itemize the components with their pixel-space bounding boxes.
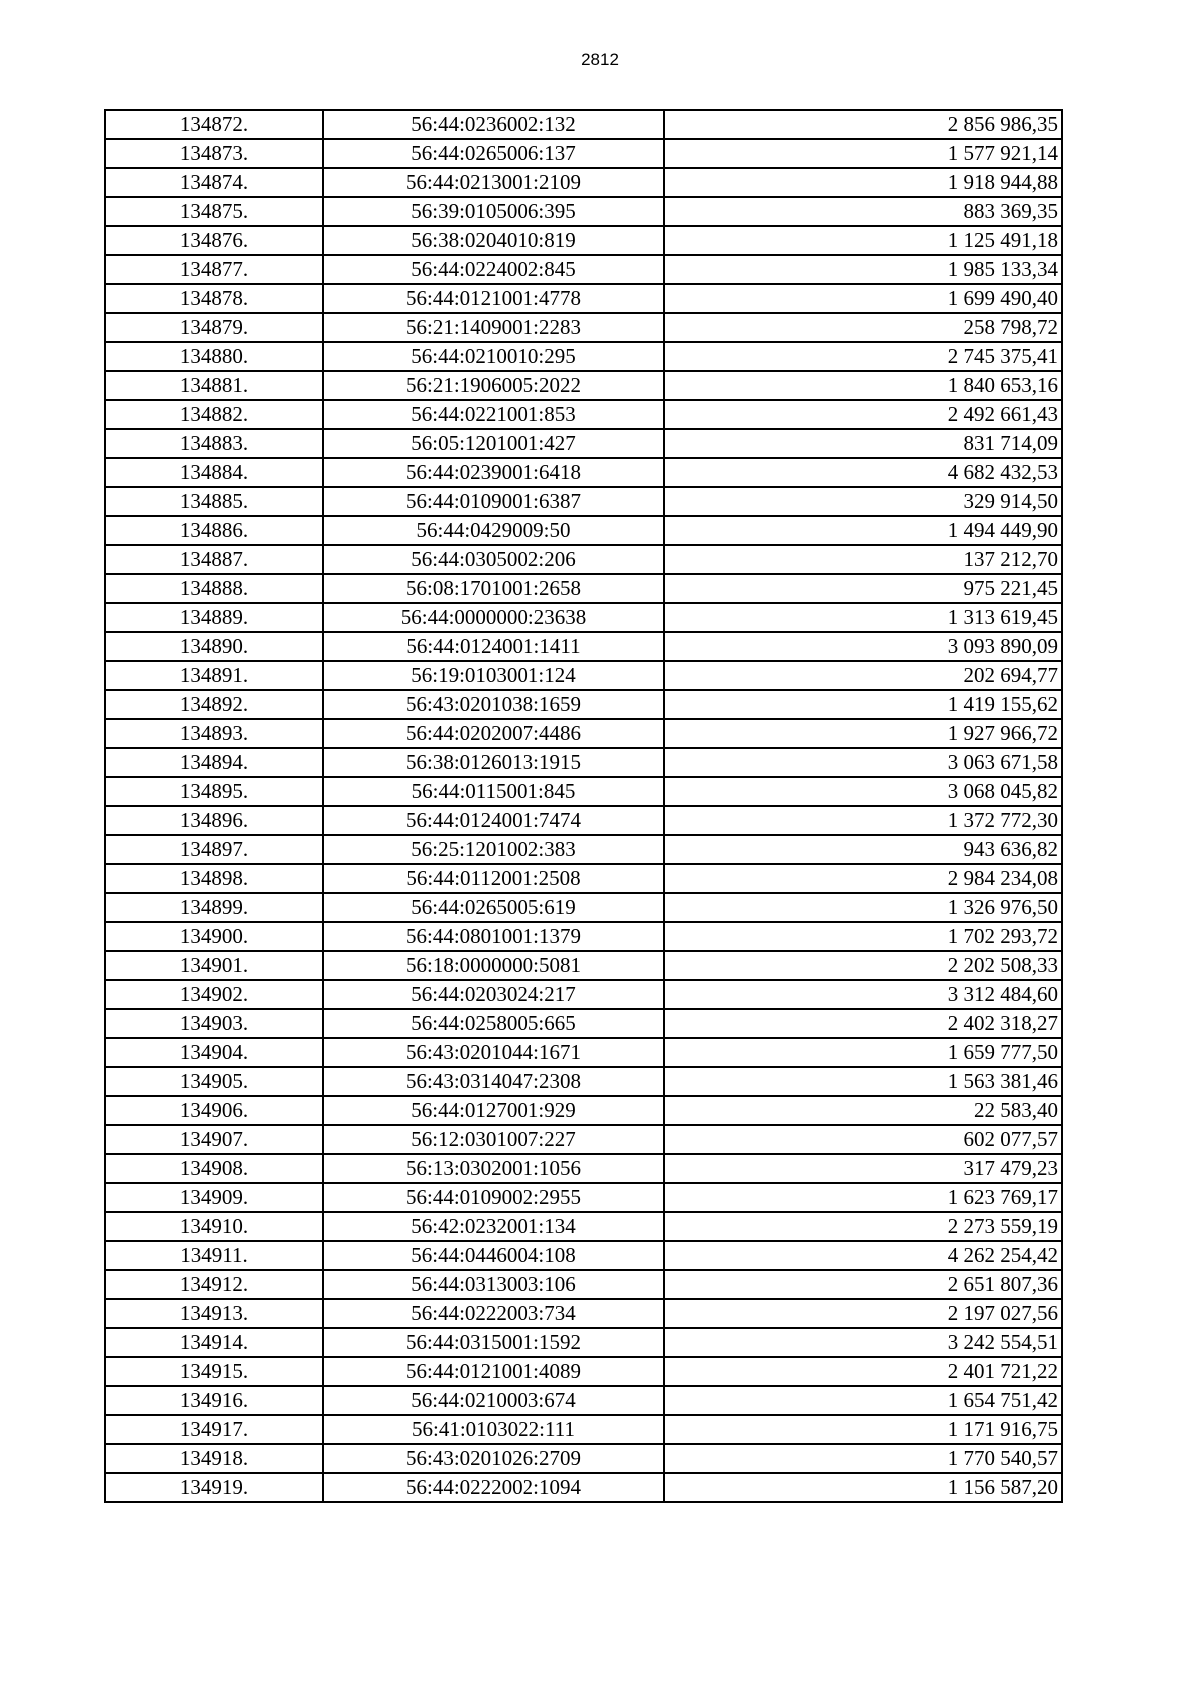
cadastral-number-cell: 56:41:0103022:111 [323, 1415, 664, 1444]
row-number-cell: 134882. [105, 400, 323, 429]
table-row [105, 574, 1062, 603]
cadastral-value-cell: 2 984 234,08 [664, 864, 1062, 893]
cadastral-number-cell: 56:43:0314047:2308 [323, 1067, 664, 1096]
cadastral-value-cell: 2 273 559,19 [664, 1212, 1062, 1241]
row-number-cell: 134908. [105, 1154, 323, 1183]
table-row [105, 371, 1062, 400]
cadastral-value-cell: 1 702 293,72 [664, 922, 1062, 951]
row-number-cell: 134897. [105, 835, 323, 864]
table-row [105, 1357, 1062, 1386]
row-number-cell: 134886. [105, 516, 323, 545]
row-number-cell: 134883. [105, 429, 323, 458]
cadastral-number-cell: 56:44:0112001:2508 [323, 864, 664, 893]
row-number-cell: 134890. [105, 632, 323, 661]
cadastral-value-cell: 1 659 777,50 [664, 1038, 1062, 1067]
table-row [105, 603, 1062, 632]
row-number-cell: 134914. [105, 1328, 323, 1357]
table-row [105, 1096, 1062, 1125]
cadastral-number-cell: 56:44:0429009:50 [323, 516, 664, 545]
cadastral-number-cell: 56:44:0124001:1411 [323, 632, 664, 661]
row-number-cell: 134901. [105, 951, 323, 980]
cadastral-number-cell: 56:44:0222002:1094 [323, 1473, 664, 1502]
cadastral-number-cell: 56:44:0221001:853 [323, 400, 664, 429]
cadastral-number-cell: 56:13:0302001:1056 [323, 1154, 664, 1183]
row-number-cell: 134898. [105, 864, 323, 893]
cadastral-value-cell: 2 197 027,56 [664, 1299, 1062, 1328]
table-row [105, 545, 1062, 574]
row-number-cell: 134909. [105, 1183, 323, 1212]
cadastral-value-cell: 1 326 976,50 [664, 893, 1062, 922]
row-number-cell: 134910. [105, 1212, 323, 1241]
cadastral-number-cell: 56:21:1906005:2022 [323, 371, 664, 400]
table-row [105, 313, 1062, 342]
cadastral-number-cell: 56:44:0115001:845 [323, 777, 664, 806]
row-number-cell: 134919. [105, 1473, 323, 1502]
cadastral-number-cell: 56:43:0201044:1671 [323, 1038, 664, 1067]
table-row [105, 690, 1062, 719]
cadastral-value-cell: 975 221,45 [664, 574, 1062, 603]
row-number-cell: 134887. [105, 545, 323, 574]
table-row [105, 516, 1062, 545]
table-body [105, 110, 1062, 1502]
cadastral-value-cell: 1 313 619,45 [664, 603, 1062, 632]
row-number-cell: 134900. [105, 922, 323, 951]
cadastral-value-cell: 317 479,23 [664, 1154, 1062, 1183]
cadastral-number-cell: 56:44:0210003:674 [323, 1386, 664, 1415]
cadastral-value-cell: 2 492 661,43 [664, 400, 1062, 429]
cadastral-number-cell: 56:44:0121001:4778 [323, 284, 664, 313]
row-number-cell: 134874. [105, 168, 323, 197]
cadastral-value-cell: 3 242 554,51 [664, 1328, 1062, 1357]
cadastral-number-cell: 56:44:0109001:6387 [323, 487, 664, 516]
cadastral-number-cell: 56:44:0202007:4486 [323, 719, 664, 748]
cadastral-value-table [104, 109, 1063, 1503]
cadastral-value-cell: 2 402 318,27 [664, 1009, 1062, 1038]
cadastral-number-cell: 56:44:0239001:6418 [323, 458, 664, 487]
table-row [105, 1212, 1062, 1241]
cadastral-value-cell: 1 171 916,75 [664, 1415, 1062, 1444]
row-number-cell: 134917. [105, 1415, 323, 1444]
cadastral-number-cell: 56:08:1701001:2658 [323, 574, 664, 603]
row-number-cell: 134902. [105, 980, 323, 1009]
row-number-cell: 134885. [105, 487, 323, 516]
cadastral-number-cell: 56:44:0127001:929 [323, 1096, 664, 1125]
table-row [105, 168, 1062, 197]
row-number-cell: 134899. [105, 893, 323, 922]
table-row [105, 1154, 1062, 1183]
table-row [105, 1270, 1062, 1299]
cadastral-value-cell: 3 063 671,58 [664, 748, 1062, 777]
cadastral-number-cell: 56:44:0265005:619 [323, 893, 664, 922]
row-number-cell: 134903. [105, 1009, 323, 1038]
cadastral-number-cell: 56:44:0305002:206 [323, 545, 664, 574]
table-row [105, 226, 1062, 255]
table-row [105, 922, 1062, 951]
cadastral-number-cell: 56:38:0204010:819 [323, 226, 664, 255]
row-number-cell: 134876. [105, 226, 323, 255]
row-number-cell: 134880. [105, 342, 323, 371]
table-row [105, 777, 1062, 806]
table-row [105, 661, 1062, 690]
cadastral-value-cell: 3 312 484,60 [664, 980, 1062, 1009]
cadastral-number-cell: 56:44:0801001:1379 [323, 922, 664, 951]
table-row [105, 980, 1062, 1009]
cadastral-number-cell: 56:25:1201002:383 [323, 835, 664, 864]
row-number-cell: 134875. [105, 197, 323, 226]
cadastral-value-cell: 1 770 540,57 [664, 1444, 1062, 1473]
table-row [105, 400, 1062, 429]
table-row [105, 1473, 1062, 1502]
cadastral-number-cell: 56:44:0446004:108 [323, 1241, 664, 1270]
cadastral-number-cell: 56:44:0313003:106 [323, 1270, 664, 1299]
cadastral-value-cell: 883 369,35 [664, 197, 1062, 226]
table-row [105, 1125, 1062, 1154]
cadastral-value-cell: 1 494 449,90 [664, 516, 1062, 545]
cadastral-number-cell: 56:44:0222003:734 [323, 1299, 664, 1328]
row-number-cell: 134893. [105, 719, 323, 748]
row-number-cell: 134879. [105, 313, 323, 342]
cadastral-number-cell: 56:39:0105006:395 [323, 197, 664, 226]
cadastral-value-cell: 1 699 490,40 [664, 284, 1062, 313]
row-number-cell: 134912. [105, 1270, 323, 1299]
table-row [105, 951, 1062, 980]
table-row [105, 835, 1062, 864]
cadastral-number-cell: 56:44:0213001:2109 [323, 168, 664, 197]
page-number: 2812 [581, 50, 619, 69]
cadastral-number-cell: 56:44:0210010:295 [323, 342, 664, 371]
cadastral-number-cell: 56:44:0109002:2955 [323, 1183, 664, 1212]
cadastral-number-cell: 56:21:1409001:2283 [323, 313, 664, 342]
cadastral-number-cell: 56:44:0121001:4089 [323, 1357, 664, 1386]
row-number-cell: 134872. [105, 110, 323, 139]
row-number-cell: 134906. [105, 1096, 323, 1125]
cadastral-value-cell: 1 156 587,20 [664, 1473, 1062, 1502]
row-number-cell: 134913. [105, 1299, 323, 1328]
cadastral-value-cell: 1 840 653,16 [664, 371, 1062, 400]
table-row [105, 1009, 1062, 1038]
table-row [105, 1415, 1062, 1444]
cadastral-value-cell: 3 093 890,09 [664, 632, 1062, 661]
table-row [105, 864, 1062, 893]
row-number-cell: 134911. [105, 1241, 323, 1270]
row-number-cell: 134894. [105, 748, 323, 777]
cadastral-value-cell: 1 419 155,62 [664, 690, 1062, 719]
cadastral-value-cell: 1 927 966,72 [664, 719, 1062, 748]
cadastral-value-cell: 2 745 375,41 [664, 342, 1062, 371]
row-number-cell: 134905. [105, 1067, 323, 1096]
table-row [105, 806, 1062, 835]
row-number-cell: 134873. [105, 139, 323, 168]
row-number-cell: 134904. [105, 1038, 323, 1067]
row-number-cell: 134915. [105, 1357, 323, 1386]
cadastral-value-cell: 329 914,50 [664, 487, 1062, 516]
table-row [105, 1444, 1062, 1473]
cadastral-number-cell: 56:05:1201001:427 [323, 429, 664, 458]
cadastral-value-cell: 258 798,72 [664, 313, 1062, 342]
row-number-cell: 134888. [105, 574, 323, 603]
cadastral-value-cell: 2 401 721,22 [664, 1357, 1062, 1386]
table-row [105, 1328, 1062, 1357]
cadastral-number-cell: 56:18:0000000:5081 [323, 951, 664, 980]
table-row [105, 255, 1062, 284]
table-row [105, 284, 1062, 313]
table-row [105, 110, 1062, 139]
table-row [105, 342, 1062, 371]
cadastral-value-cell: 4 682 432,53 [664, 458, 1062, 487]
table-row [105, 1241, 1062, 1270]
table-row [105, 632, 1062, 661]
cadastral-number-cell: 56:44:0258005:665 [323, 1009, 664, 1038]
table-row [105, 429, 1062, 458]
cadastral-value-cell: 2 651 807,36 [664, 1270, 1062, 1299]
row-number-cell: 134878. [105, 284, 323, 313]
cadastral-value-cell: 3 068 045,82 [664, 777, 1062, 806]
table-row [105, 1038, 1062, 1067]
row-number-cell: 134884. [105, 458, 323, 487]
cadastral-number-cell: 56:12:0301007:227 [323, 1125, 664, 1154]
cadastral-value-cell: 137 212,70 [664, 545, 1062, 574]
row-number-cell: 134918. [105, 1444, 323, 1473]
cadastral-number-cell: 56:42:0232001:134 [323, 1212, 664, 1241]
row-number-cell: 134877. [105, 255, 323, 284]
cadastral-value-cell: 1 654 751,42 [664, 1386, 1062, 1415]
row-number-cell: 134896. [105, 806, 323, 835]
row-number-cell: 134892. [105, 690, 323, 719]
cadastral-value-cell: 1 125 491,18 [664, 226, 1062, 255]
cadastral-value-cell: 4 262 254,42 [664, 1241, 1062, 1270]
cadastral-number-cell: 56:44:0224002:845 [323, 255, 664, 284]
row-number-cell: 134907. [105, 1125, 323, 1154]
cadastral-number-cell: 56:38:0126013:1915 [323, 748, 664, 777]
cadastral-value-cell: 1 577 921,14 [664, 139, 1062, 168]
cadastral-number-cell: 56:44:0315001:1592 [323, 1328, 664, 1357]
table-row [105, 458, 1062, 487]
cadastral-value-cell: 2 202 508,33 [664, 951, 1062, 980]
cadastral-value-cell: 831 714,09 [664, 429, 1062, 458]
cadastral-value-cell: 1 918 944,88 [664, 168, 1062, 197]
cadastral-number-cell: 56:44:0236002:132 [323, 110, 664, 139]
cadastral-value-cell: 2 856 986,35 [664, 110, 1062, 139]
row-number-cell: 134891. [105, 661, 323, 690]
cadastral-value-cell: 602 077,57 [664, 1125, 1062, 1154]
cadastral-value-cell: 1 985 133,34 [664, 255, 1062, 284]
cadastral-value-cell: 202 694,77 [664, 661, 1062, 690]
cadastral-number-cell: 56:44:0124001:7474 [323, 806, 664, 835]
row-number-cell: 134895. [105, 777, 323, 806]
table-row [105, 487, 1062, 516]
table-row [105, 1067, 1062, 1096]
table-row [105, 197, 1062, 226]
table-row [105, 1183, 1062, 1212]
row-number-cell: 134889. [105, 603, 323, 632]
cadastral-value-cell: 1 563 381,46 [664, 1067, 1062, 1096]
cadastral-number-cell: 56:44:0000000:23638 [323, 603, 664, 632]
cadastral-value-cell: 1 372 772,30 [664, 806, 1062, 835]
cadastral-number-cell: 56:43:0201026:2709 [323, 1444, 664, 1473]
table-row [105, 1299, 1062, 1328]
table-row [105, 719, 1062, 748]
cadastral-number-cell: 56:43:0201038:1659 [323, 690, 664, 719]
row-number-cell: 134916. [105, 1386, 323, 1415]
table-row [105, 1386, 1062, 1415]
cadastral-value-cell: 22 583,40 [664, 1096, 1062, 1125]
cadastral-number-cell: 56:44:0265006:137 [323, 139, 664, 168]
table-row [105, 893, 1062, 922]
cadastral-value-cell: 943 636,82 [664, 835, 1062, 864]
table-row [105, 139, 1062, 168]
row-number-cell: 134881. [105, 371, 323, 400]
cadastral-number-cell: 56:44:0203024:217 [323, 980, 664, 1009]
cadastral-value-cell: 1 623 769,17 [664, 1183, 1062, 1212]
cadastral-number-cell: 56:19:0103001:124 [323, 661, 664, 690]
table-row [105, 748, 1062, 777]
